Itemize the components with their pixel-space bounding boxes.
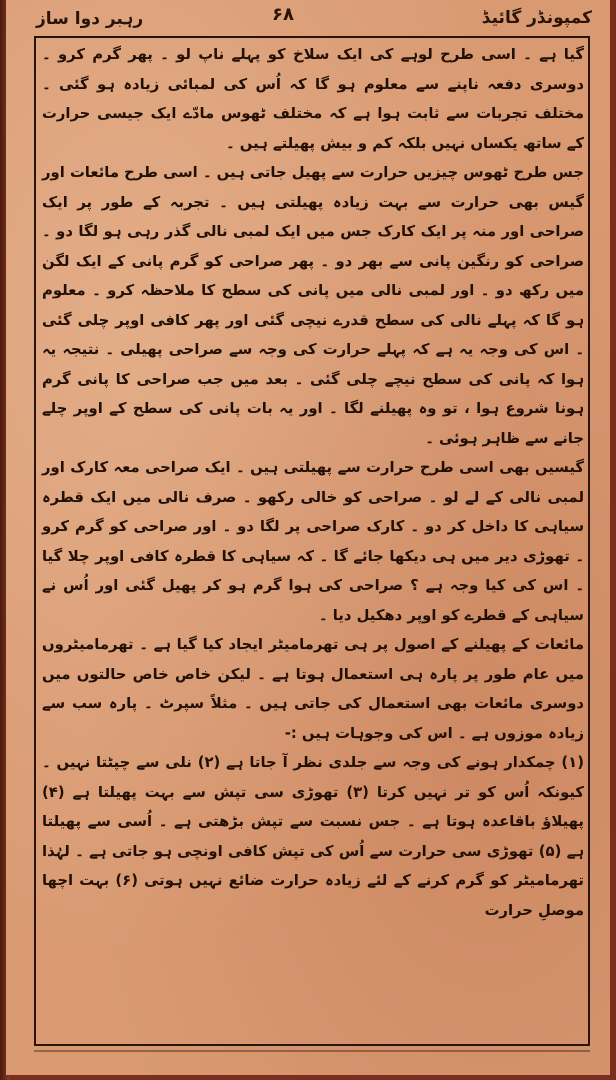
- body-text: [42, 40, 584, 1040]
- page-number: ۶۸: [272, 4, 294, 25]
- paragraph-gases-expansion: گیسیں بھی اسی طرح حرارت سے پھیلتی ہیں ۔ ایک صراحی معہ کارک اور لمبی نالی کے لے لو ۔ صراحی کو خالی رکھو ۔ صرف نالی میں ایک قطرہ سیاہی کا داخل کر دو ۔ کارک صراحی پر لگا دو ۔ اور صراحی کو گرم کرو ۔ تھوڑی دیر میں ہی دیکھا جائے گا ۔ کہ سیاہی کا قطرہ کافی اوپر چلا گیا ۔ اس کی کیا وجہ ہے ؟ صراحی کی ہوا گرم ہو کر پھیل گئی اور اُس نے سیاہی کے قطرے کو اوپر دھکیل دیا ۔: [42, 459, 584, 624]
- bottom-edge-line: [34, 1050, 590, 1052]
- paragraph-mercury-reasons: (۱) چمکدار ہونے کی وجہ سے جلدی نظر آ جاتا ہے (۲) نلی سے چپٹتا نہیں ۔ کیونکہ اُس کو تر نہیں کرتا (۳) تھوڑی سی تپش سے بہت پھیلتا ہے (۴) پھیلاؤ باقاعدہ ہوتا ہے ۔ جس نسبت سے تپش بڑھتی ہے ۔ اُسی سے پھیلتا ہے (۵) تھوڑی سی حرارت سے اُس کی تپش کافی اونچی ہو جاتی ہے ۔ لہٰذا تھرمامیٹر کو گرم کرنے کے لئے زیادہ حرارت ضائع نہیں ہوتی (۶) بہت اچھا موصلِ حرارت: [42, 754, 585, 919]
- header-book-title: رہبر دوا ساز: [36, 9, 144, 29]
- header-chapter-title: کمپونڈر گائیڈ: [481, 8, 592, 28]
- paragraph-thermometer: مائعات کے پھیلنے کے اصول پر ہی تھرمامیٹر ایجاد کیا گیا ہے ۔ تھرمامیٹروں میں عام طور پر پارہ ہی استعمال ہوتا ہے ۔ لیکن خاص خاص حالتوں میں دوسری مائعات بھی استعمال کی جاتی ہیں ۔ مثلاً سپرٹ ۔ پارہ سب سے زیادہ موزوں ہے ۔ اس کی وجوہات ہیں :-: [42, 636, 584, 742]
- book-page: [6, 0, 610, 1075]
- paragraph-solids-expansion: گیا ہے ۔ اسی طرح لوہے کی ایک سلاخ کو پہلے ناپ لو ۔ پھر گرم کرو ۔ دوسری دفعہ ناپنے سے معلوم ہو گا کہ اُس کی لمبائی زیادہ ہو گئی ۔ مختلف تجربات سے ثابت ہوا ہے کہ مختلف ٹھوس مادّے ایک جیسی حرارت کے ساتھ یکساں نہیں بلکہ کم و بیش پھیلتے ہیں ۔: [42, 46, 584, 152]
- paragraph-liquids-expansion: جس طرح ٹھوس چیزیں حرارت سے پھیل جاتی ہیں ۔ اسی طرح مائعات اور گیس بھی حرارت سے بہت زیادہ پھیلتی ہیں ۔ تجربہ کے طور پر ایک صراحی اور منہ پر ایک کارک جس میں ایک لمبی نالی گذر رہی ہو لگا دو ۔ صراحی کو رنگین پانی سے بھر دو ۔ پھر صراحی کو گرم پانی کے ایک لگن میں رکھ دو ۔ اور لمبی نالی میں پانی کی سطح کا ملاحظہ کرو ۔ معلوم ہو گا کہ پہلے نالی کی سطح قدرے نیچی گئی اور پھر کافی اوپر چلی گئی ۔ اس کی وجہ یہ ہے کہ پہلے حرارت کی وجہ سے صراحی پھیلی ۔ نتیجہ یہ ہوا کہ پانی کی سطح نیچے چلی گئی ۔ بعد میں جب صراحی کا پانی گرم ہونا شروع ہوا ، تو وہ پھیلنے لگا ۔ اور یہ بات پانی کی سطح کے اوپر چلے جانے سے ظاہر ہوئی ۔: [42, 164, 584, 447]
- page-header: [36, 4, 592, 34]
